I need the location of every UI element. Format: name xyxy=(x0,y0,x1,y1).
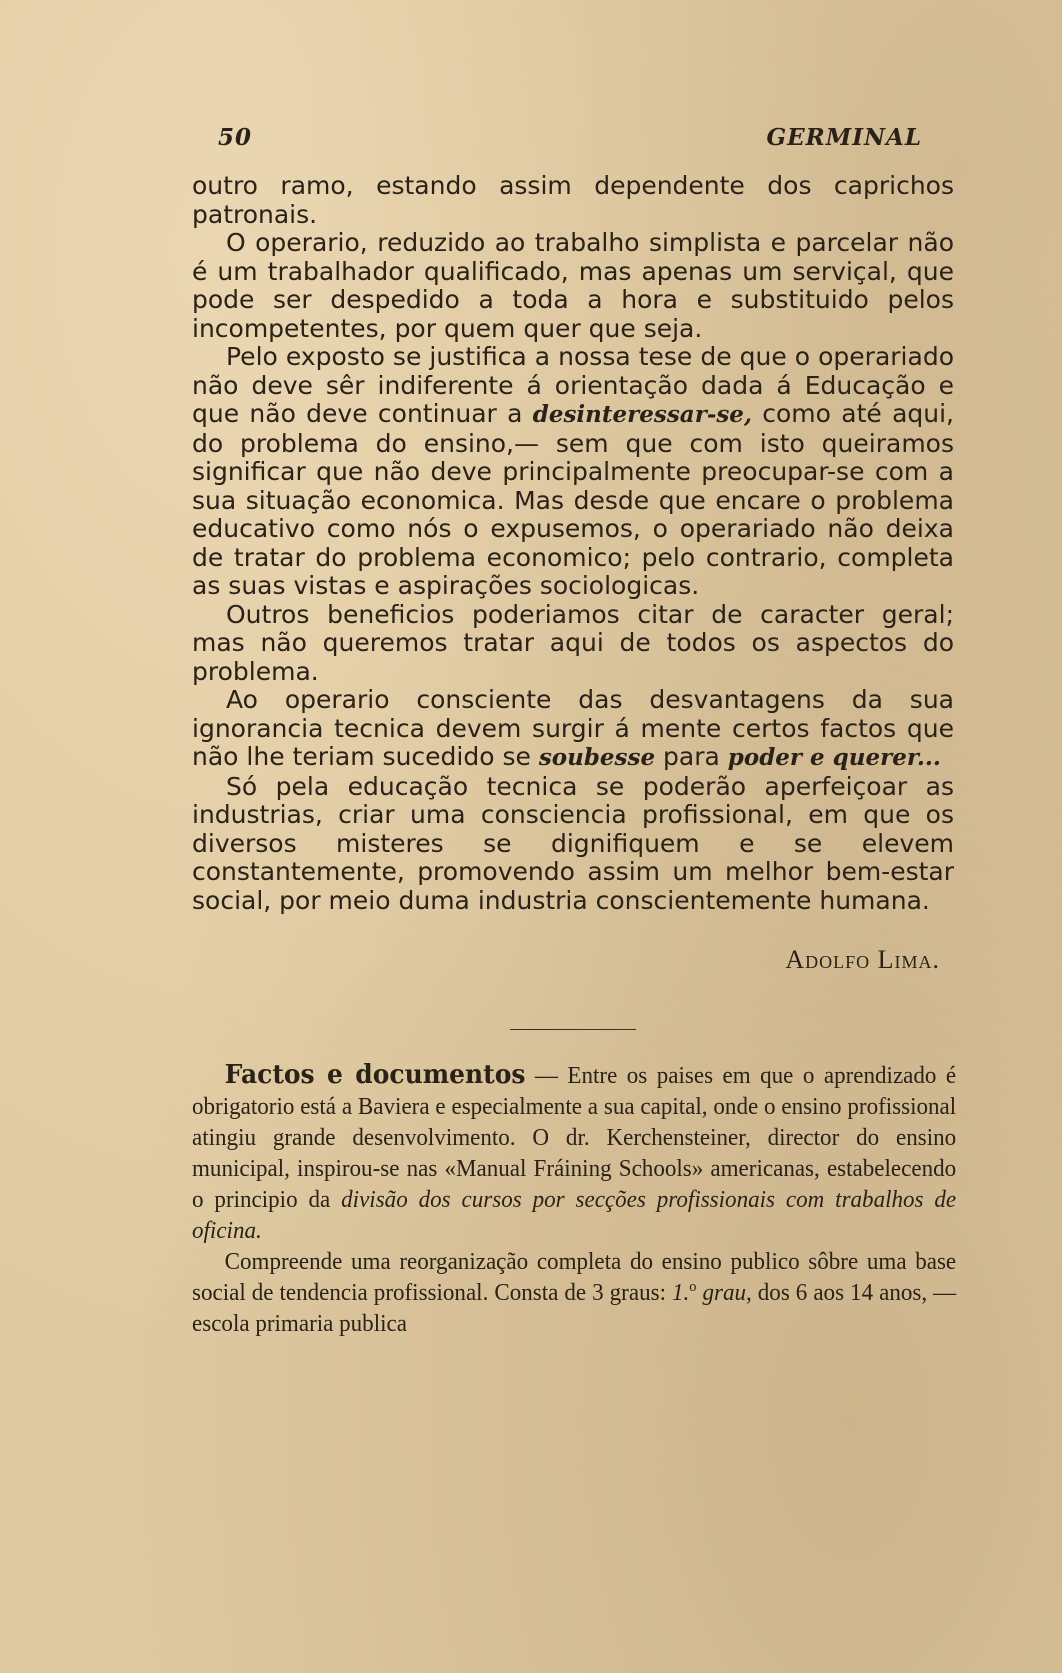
section-paragraph-2-emphasis-1: 1. xyxy=(671,1280,690,1306)
section-paragraph-2-emphasis-2: grau xyxy=(696,1280,747,1306)
section-paragraph-2-text-a: Compreende uma reorganização completa do ensino publico sôbre uma base social de tendencia profissional. Consta de 3 graus: xyxy=(192,1249,957,1306)
section-paragraph-2-text-b: , dos 6 aos 14 anos, — escola primaria publica xyxy=(192,1280,957,1337)
factos-section xyxy=(192,1060,956,1340)
paragraph-5-text-a: Ao operario consciente das desvantagens da sua ignorancia tecnica devem surgir á mente certos factos que não lhe teriam sucedido se xyxy=(192,685,954,771)
paragraph-6: Só pela educação tecnica se poderão aperfeiçoar as industrias, criar uma consciencia profissional, em que os diversos misteres se dignifiquem e se elevem constantemente, promovendo assim um melhor bem-estar social, por meio duma industria conscientemente humana. xyxy=(192,771,954,915)
article-body xyxy=(192,172,954,915)
page-number: 50 xyxy=(218,124,253,151)
paragraph-3-text-b: como até aqui, do problema do ensino,— sem que com isto queiramos significar que não deve principalmente preocupar-se com a sua situação economica. Mas desde que encare o problema educativo como nós o expusemos, o operariado não deixa de tratar do problema economico; pelo contrario, completa as suas vistas e aspirações sociologicas. xyxy=(192,399,954,600)
section-paragraph-1-emphasis: divisão dos cursos por secções profissionais com trabalhos de oficina. xyxy=(192,1187,957,1244)
running-head xyxy=(218,118,922,158)
page xyxy=(192,118,957,1340)
paragraph-1: outro ramo, estando assim dependente dos caprichos patronais. xyxy=(192,171,954,229)
paragraph-5-emphasis-2: poder e querer... xyxy=(727,744,941,771)
section-divider xyxy=(510,1029,636,1030)
paragraph-4: Outros beneficios poderiamos citar de caracter geral; mas não queremos tratar aqui de todos os aspectos do problema. xyxy=(192,599,954,686)
author-signature: Adolfo Lima. xyxy=(785,945,940,974)
paragraph-3 xyxy=(192,343,954,601)
paragraph-5-text-b: para xyxy=(655,742,728,771)
ordinal-superscript: o xyxy=(689,1279,697,1295)
paragraph-2: O operario, reduzido ao trabalho simplista e parcelar não é um trabalhador qualificado, mas apenas um serviçal, que pode ser despedido a toda a hora e substituido pelos incompetentes, por quem quer que seja. xyxy=(192,228,954,343)
section-paragraph-1-text-a: — Entre os paises em que o aprendizado é obrigatorio está a Baviera e especialmente a sua capital, onde o ensino profissional atingiu grande desenvolvimento. O dr. Kerchensteiner, director do ensino municipal, inspirou-se nas «Manual Fráining Schools» americanas, estabelecendo o principio da xyxy=(192,1063,957,1213)
paragraph-5-emphasis-1: soubesse xyxy=(538,744,656,771)
section-paragraph-1 xyxy=(192,1060,956,1247)
section-heading: Factos e documentos xyxy=(224,1060,526,1090)
paragraph-3-text-a: Pelo exposto se justifica a nossa tese de que o operariado não deve sêr indiferente á orientação dada á Educação e que não deve continuar a xyxy=(192,342,954,428)
paragraph-5 xyxy=(192,686,954,773)
section-paragraph-2 xyxy=(192,1247,956,1340)
paragraph-3-emphasis: desinteressar-se, xyxy=(532,401,752,428)
journal-title: GERMINAL xyxy=(766,124,922,151)
